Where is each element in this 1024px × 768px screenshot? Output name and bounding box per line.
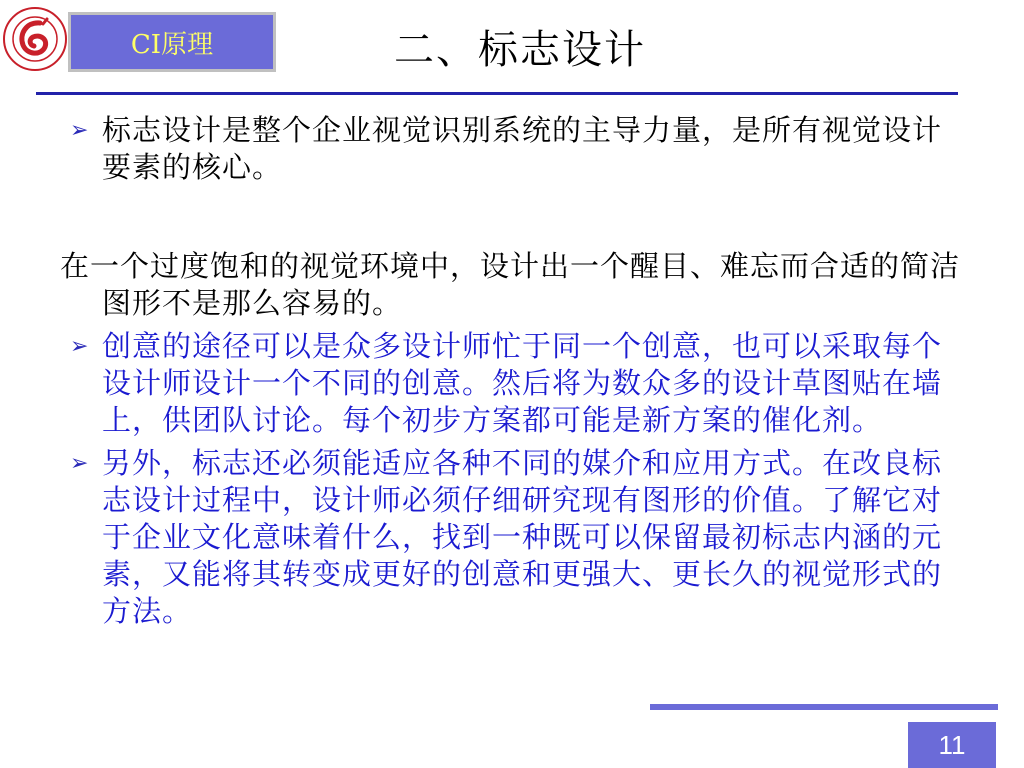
slide-content	[60, 112, 960, 636]
bullet-item-3-text: 另外，标志还必须能适应各种不同的媒介和应用方式。在改良标志设计过程中，设计师必须仔细研究现有图形的价值。了解它对于企业文化意味着什么，找到一种既可以保留最初标志内涵的元素，又能将其转变成更好的创意和更强大、更长久的视觉形式的方法。	[102, 446, 943, 628]
title-underline	[36, 92, 958, 95]
page-number-box	[908, 722, 996, 768]
bullet-item-2-text: 创意的途径可以是众多设计师忙于同一个创意，也可以采取每个设计师设计一个不同的创意。然后将为数众多的设计草图贴在墙上，供团队讨论。每个初步方案都可能是新方案的催化剂。	[102, 329, 943, 437]
bullet-item-1-text: 标志设计是整个企业视觉识别系统的主导力量，是所有视觉设计要素的核心。	[102, 113, 943, 184]
bullet-item-2	[60, 328, 960, 439]
footer-rule	[650, 704, 998, 710]
page-number: 11	[938, 729, 966, 760]
university-seal-logo	[2, 6, 68, 72]
course-tag	[68, 12, 276, 72]
course-tag-label: CI原理	[130, 29, 214, 60]
bullet-item-3	[60, 445, 960, 630]
arrow-bullet-icon: ➢	[70, 451, 90, 476]
bullet-item-1	[60, 112, 960, 186]
arrow-bullet-icon: ➢	[70, 334, 90, 359]
slide-title: 二、标志设计	[394, 27, 646, 73]
arrow-bullet-icon: ➢	[70, 118, 90, 143]
paragraph: 在一个过度饱和的视觉环境中，设计出一个醒目、难忘而合适的简洁图形不是那么容易的。	[60, 249, 961, 320]
